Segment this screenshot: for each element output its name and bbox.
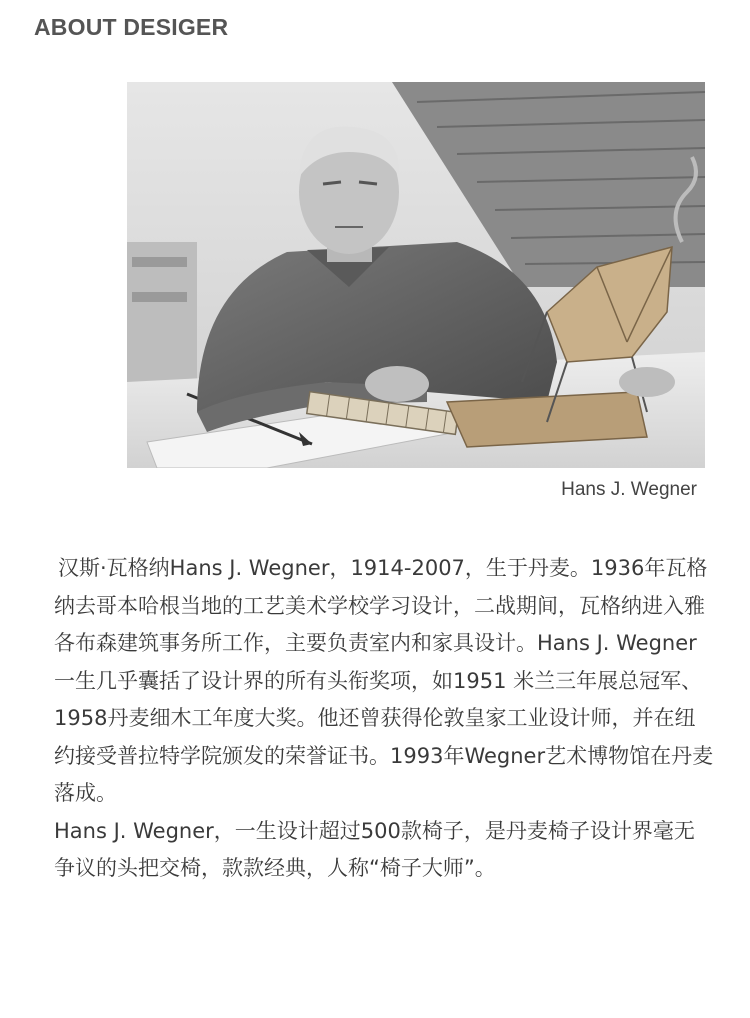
section-title: ABOUT DESIGER [34,14,229,40]
biography-paragraph-2: Hans J. Wegner，一生设计超过500款椅子，是丹麦椅子设计界毫无争议的头把交椅，款款经典，人称“椅子大师”。 [54,818,695,880]
designer-photo [127,82,705,468]
photo-caption: Hans J. Wegner [561,479,697,500]
biography-paragraph-1: 汉斯·瓦格纳Hans J. Wegner，1914-2007，生于丹麦。1936年瓦格纳去哥本哈根当地的工艺美术学校学习设计，二战期间，瓦格纳进入雅各布森建筑事务所工作，主要负责室内和家具设计。Hans J. Wegner一生几乎囊括了设计界的所有头衔奖项，如1951 米兰三年展总冠军、1958丹麦细木工年度大奖。他还曾获得伦敦皇家工业设计师，并在纽约接受普拉特学院颁发的荣誉证书。1993年Wegner艺术博物馆在丹麦落成。 [54,556,714,805]
designer-photo-illustration [127,82,705,468]
designer-biography [54,550,714,888]
